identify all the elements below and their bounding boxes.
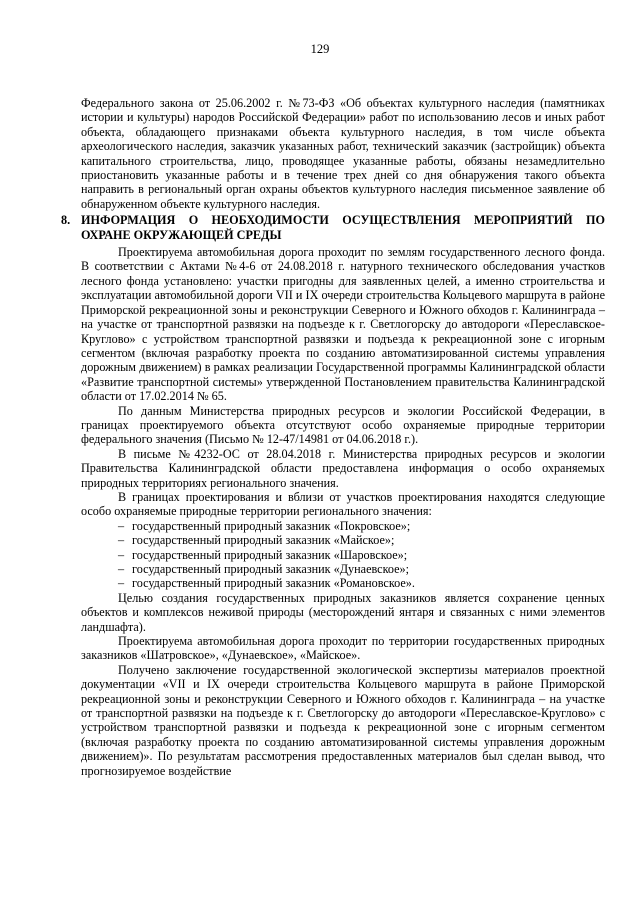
paragraph-federal-territories: По данным Министерства природных ресурсов и экологии Российской Федерации, в границах проектируемого объекта отсутствуют особо охраняемые природные территории федерального значения (Письмо № 12-47/14981 от 04.06.2018 г.). (81, 403, 605, 447)
list-item (81, 548, 605, 562)
list-dash: – (118, 562, 125, 576)
paragraph-road-through-reserves: Проектируема автомобильная дорога проходит по территории государственных природных заказников «Шатровское», «Дунаевское», «Майское». (81, 634, 605, 663)
paragraph-regional-letter: В письме №4232-ОС от 28.04.2018 г. Министерства природных ресурсов и экологии Правительства Калининградской области предоставлена информация о особо охраняемых природных территориях регионального значения. (81, 446, 605, 490)
list-item (81, 576, 605, 590)
list-dash: – (118, 576, 125, 591)
list-dash: – (118, 518, 125, 533)
list-item (81, 533, 605, 547)
list-item-text: государственный природный заказник «Шаровское»; (132, 547, 408, 562)
paragraph-expertise-conclusion: Получено заключение государственной экологической экспертизы материалов проектной документации «VII и IX очереди строительства Кольцевого маршрута в районе Приморской рекреационной зоны и реконструкции Северного и Южного обходов г. Калининграда – на участке от транспортной развязки на подъезде к г. Светлогорску до автодороги «Переславское-Кругловo» с устройством транспортной развязки и подъезда к рекреационной зоне с игорным сегментом (включая разработку проекта по созданию автоматизированной системы управления дорожным движением)». По результатам рассмотрения предоставленных материалов был сделан вывод, что прогнозируемое воздействие (81, 662, 605, 778)
paragraph-forest-fund: Проектируема автомобильная дорога проходит по землям государственного лесного фонда. В соответствии с Актами №4-6 от 24.08.2018 г. натурного технического обследования участков лесного фонда установлено: участки пригодны для заявленных целей, а именно строительства и эксплуатации автомобильной дороги VII и IX очереди строительства Кольцевого маршрута в районе Приморской рекреационной зоны и реконструкции Северного и Южного обходов г. Калининграда – на участке от транспортной развязки на подъезде к г. Светлогорску до автодороги «Переславское-Кругловo» с устройством транспортной развязки и подъезда к рекреационной зоне с игорным сегментом (включая разработку проекта по созданию автоматизированной системы управления дорожным движением) в рамках реализации Государственной программы Калининградской области «Развитие транспортной системы» утвержденной Постановлением правительства Калининградской области от 17.02.2014 № 65. (81, 245, 605, 404)
section-title: ИНФОРМАЦИЯ О НЕОБХОДИМОСТИ ОСУЩЕСТВЛЕНИЯ МЕРОПРИЯТИЙ ПО ОХРАНЕ ОКРУЖАЮЩЕЙ СРЕДЫ (81, 213, 605, 242)
list-item-text: государственный природный заказник «Романовское». (132, 576, 415, 591)
section-number: 8. (61, 213, 71, 228)
list-item-text: государственный природный заказник «Майское»; (132, 533, 395, 548)
document-body (61, 96, 605, 778)
list-dash: – (118, 547, 125, 562)
list-item (81, 519, 605, 533)
list-item (81, 562, 605, 576)
list-dash: – (118, 533, 125, 548)
paragraph-list-intro: В границах проектирования и вблизи от участков проектирования находятся следующие особо охраняемые природные территории регионального значения: (81, 489, 605, 519)
intro-paragraph: Федерального закона от 25.06.2002 г. №73-ФЗ «Об объектах культурного наследия (памятниках истории и культуры) народов Российской Федерации» работ по использованию лесов и иных работ объекта, обладающего признаками объекта культурного наследия, в том числе объекта археологического наследия, заказчик указанных работ, технический заказчик (застройщик) объекта капитального строительства, лицо, проводящее указанные работы, обязаны незамедлительно приостановить указанные работы и в течение трех дней со дня обнаружения такого объекта направить в региональный орган охраны объектов культурного наследия письменное заявление об обнаруженном объекте культурного наследия. (81, 96, 605, 211)
list-item-text: государственный природный заказник «Покровское»; (132, 518, 411, 533)
page-number: 129 (310, 42, 330, 56)
reserves-list (81, 519, 605, 591)
section-heading (61, 213, 605, 242)
list-item-text: государственный природный заказник «Дунаевское»; (132, 562, 410, 576)
paragraph-reserves-purpose: Целью создания государственных природных заказников является сохранение ценных объектов и комплексов неживой природы (месторождений янтаря и связанных с ними элементов ландшафта). (81, 590, 605, 634)
